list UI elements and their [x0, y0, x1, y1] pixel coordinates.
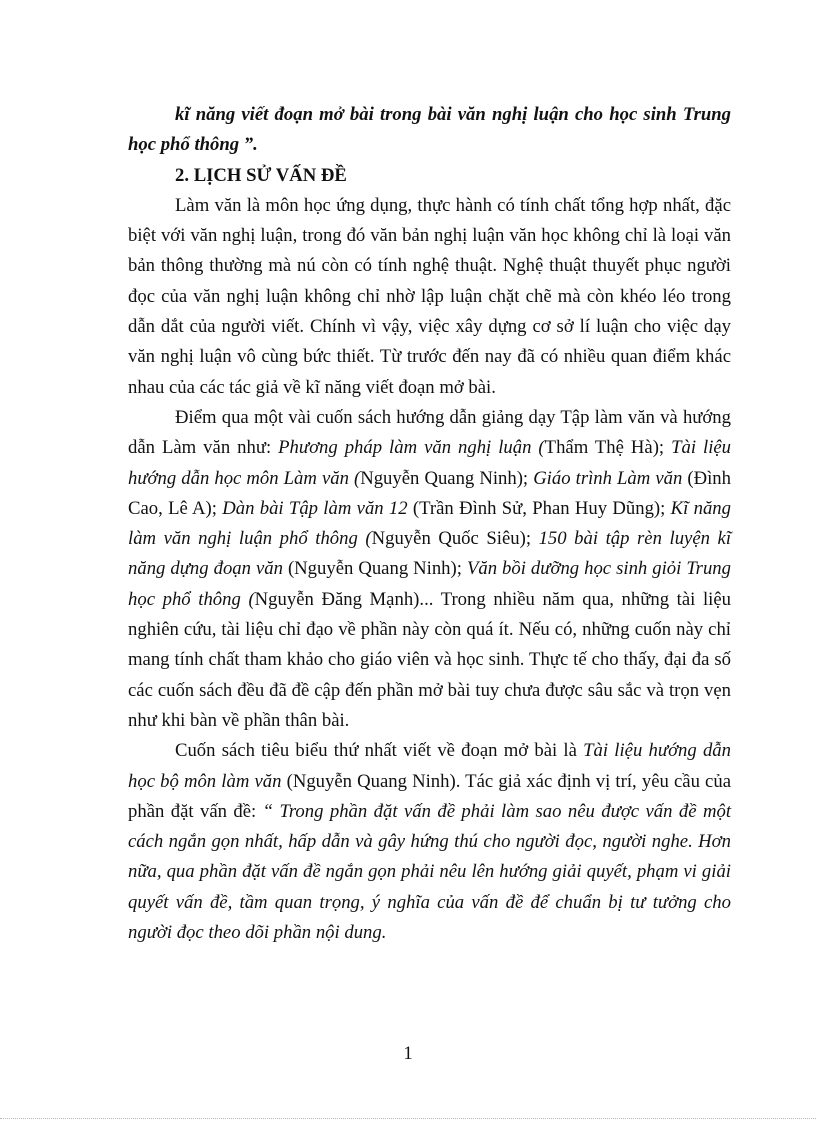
book-title: Kĩ năng làm văn nghị luận phổ thông (: [128, 497, 731, 550]
book-title: Giáo trình Làm văn: [533, 467, 683, 489]
book-title: Tài liệu hướng dẫn học bộ môn làm văn: [128, 740, 731, 792]
book-author: (Trần Đình Sử, Phan Huy Dũng);: [407, 497, 671, 519]
book-author: Thẩm Thệ Hà);: [544, 437, 672, 459]
p3-after-title: (Nguyễn Quang Ninh). Tác giả xác định vị trí, yêu cầu của phần đặt vấn đề:: [128, 770, 731, 822]
paragraph-3: [128, 736, 731, 948]
page-divider: [0, 1118, 816, 1119]
page-number: 1: [403, 1043, 413, 1064]
title-continuation: kĩ năng viết đoạn mở bài trong bài văn nghị luận cho học sinh Trung học phổ thông ”.: [128, 104, 731, 156]
book-author: (Nguyễn Quang Ninh);: [282, 558, 467, 580]
book-author: (Đình Cao, Lê A);: [128, 467, 731, 519]
book-title: Văn bồi dưỡng học sinh giỏi Trung học phổ thông (: [128, 558, 731, 610]
book-title: Tài liệu hướng dẫn học môn Làm văn (: [128, 437, 732, 489]
book-author: Nguyễn Đăng Mạnh): [254, 588, 420, 610]
p3-intro: Cuốn sách tiêu biểu thứ nhất viết về đoạn mở bài là: [175, 740, 584, 762]
p2-intro: Điểm qua một vài cuốn sách hướng dẫn giảng dạy Tập làm văn và hướng dẫn Làm văn như:: [128, 406, 731, 459]
book-title: 150 bài tập rèn luyện kĩ năng dựng đoạn văn: [128, 528, 732, 580]
body-text: [128, 100, 731, 948]
paragraph-2: [128, 403, 731, 736]
p2-rest: ... Trong nhiều năm qua, những tài liệu nghiên cứu, tài liệu chỉ đạo về phần này còn quá ít. Nếu có, những cuốn này chỉ mang tính chất tham khảo cho giáo viên và học sinh. Thực tế cho thấy, đại đa số các cuốn sách đều đã đề cập đến phần mở bài tuy chưa được sâu sắc và trọn vẹn như khi bàn về phần thân bài.: [128, 588, 731, 731]
section-heading: 2. LỊCH SỬ VẤN ĐỀ: [175, 164, 347, 186]
book-title: Phương pháp làm văn nghị luận (: [278, 437, 545, 459]
book-title: Dàn bài Tập làm văn 12: [222, 497, 408, 519]
book-author: Nguyễn Quốc Siêu);: [371, 528, 539, 550]
paragraph-1: Làm văn là môn học ứng dụng, thực hành có tính chất tổng hợp nhất, đặc biệt với văn nghị luận, trong đó văn bản nghị luận văn học không chỉ là loại văn bản thông thường mà nú còn có tính nghệ thuật. Nghệ thuật thuyết phục người đọc của văn nghị luận không chỉ nhờ lập luận chặt chẽ mà còn khéo léo trong dẫn dắt của người viết. Chính vì vậy, việc xây dựng cơ sở lí luận cho việc dạy văn nghị luận vô cùng bức thiết. Từ trước đến nay đã có nhiều quan điểm khác nhau của các tác giả về kĩ năng viết đoạn mở bài.: [128, 194, 731, 398]
quotation: “ Trong phần đặt vấn đề phải làm sao nêu được vấn đề một cách ngắn gọn nhất, hấp dẫn và gây hứng thú cho người đọc, người nghe. Hơn nữa, qua phần đặt vấn đề ngắn gọn phải nêu lên hướng giải quyết, phạm vi giải quyết vấn đề, tầm quan trọng, ý nghĩa của vấn đề để chuẩn bị tư tưởng cho người đọc theo dõi phần nội dung.: [128, 800, 732, 944]
book-author: Nguyễn Quang Ninh);: [360, 467, 534, 489]
